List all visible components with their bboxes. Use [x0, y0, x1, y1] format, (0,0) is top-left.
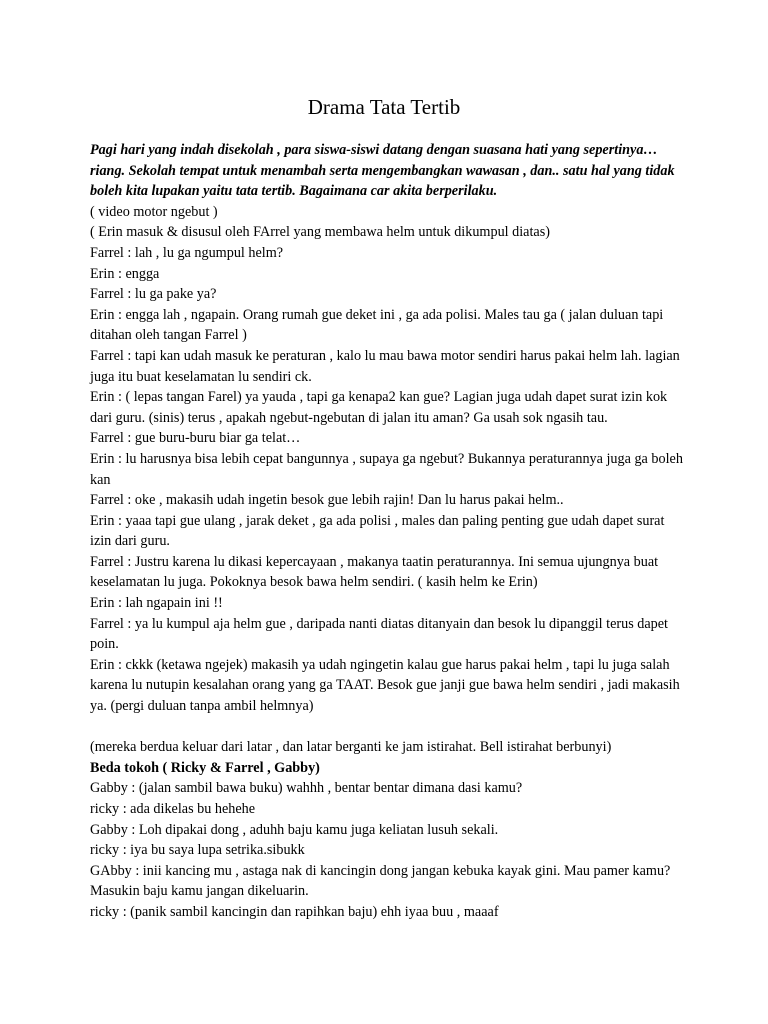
script-line: ricky : (panik sambil kancingin dan rapihkan baju) ehh iyaa buu , maaaf	[90, 903, 499, 920]
script-line: Erin : engga lah , ngapain. Orang rumah gue deket ini , ga ada polisi. Males tau ga ( jalan duluan tapi ditahan oleh tangan Farrel )	[90, 306, 664, 344]
script-line: Farrel : tapi kan udah masuk ke peraturan , kalo lu mau bawa motor sendiri harus pakai helm lah. lagian juga itu buat keselamatan lu sendiri ck.	[90, 347, 680, 385]
script-line: GAbby : inii kancing mu , astaga nak di kancingin dong jangan kebuka kayak gini. Mau pamer kamu? Masukin baju kamu jangan dikeluarin.	[90, 862, 671, 900]
script-line: Erin : engga	[90, 265, 160, 282]
document-body	[90, 140, 685, 923]
script-line: Erin : ( lepas tangan Farel) ya yauda , tapi ga kenapa2 kan gue? Lagian juga udah dapet surat izin kok dari guru. (sinis) terus , apakah ngebut-ngebutan di jalan itu aman? Ga usah sok ngasih tau.	[90, 389, 668, 426]
scene-note: (mereka berdua keluar dari latar , dan latar berganti ke jam istirahat. Bell istirahat berbunyi)	[90, 739, 612, 756]
script-line: ( Erin masuk & disusul oleh FArrel yang membawa helm untuk dikumpul diatas)	[90, 224, 550, 241]
blank-line	[90, 717, 685, 738]
script-line: Farrel : oke , makasih udah ingetin besok gue lebih rajin! Dan lu harus pakai helm..	[90, 492, 564, 509]
cast-heading: Beda tokoh ( Ricky & Farrel , Gabby)	[90, 759, 320, 776]
script-line: Erin : yaaa tapi gue ulang , jarak deket , ga ada polisi , males dan paling penting gue udah dapet surat izin dari guru.	[90, 512, 665, 550]
script-line: Erin : ckkk (ketawa ngejek) makasih ya udah ngingetin kalau gue harus pakai helm , tapi lu juga salah karena lu nutupin kesalahan orang yang ga TAAT. Besok gue janji gue bawa helm sendiri , jadi makasih ya. (pergi duluan tanpa ambil helmnya)	[90, 656, 680, 715]
script-line: Gabby : (jalan sambil bawa buku) wahhh , bentar bentar dimana dasi kamu?	[90, 780, 523, 797]
script-line: ricky : iya bu saya lupa setrika.sibukk	[90, 842, 305, 859]
script-line: ( video motor ngebut )	[90, 203, 218, 220]
script-line: Erin : lah ngapain ini !!	[90, 595, 223, 612]
script-line: Farrel : ya lu kumpul aja helm gue , daripada nanti diatas ditanyain dan besok lu dipanggil terus dapet poin.	[90, 615, 668, 653]
script-line: Farrel : gue buru-buru biar ga telat…	[90, 430, 301, 447]
script-line: Erin : lu harusnya bisa lebih cepat bangunnya , supaya ga ngebut? Bukannya peraturannya juga ga boleh kan	[90, 450, 683, 488]
script-line: Farrel : lah , lu ga ngumpul helm?	[90, 244, 284, 261]
script-line: Gabby : Loh dipakai dong , aduhh baju kamu juga keliatan lusuh sekali.	[90, 821, 499, 838]
document-title: Drama Tata Tertib	[307, 95, 461, 119]
script-line: ricky : ada dikelas bu hehehe	[90, 801, 256, 817]
script-line: Farrel : lu ga pake ya?	[90, 286, 217, 303]
intro-paragraph: Pagi hari yang indah disekolah , para siswa-siswi datang dengan suasana hati yang sepertinya…riang. Sekolah tempat untuk menambah serta mengembangkan wawasan , dan.. satu hal yang tidak boleh kita lupakan yaitu tata tertib. Bagaimana car akita berperilaku.	[90, 142, 675, 200]
script-line: Farrel : Justru karena lu dikasi kepercayaan , makanya taatin peraturannya. Ini semua ujungnya buat keselamatan lu juga. Pokoknya besok bawa helm sendiri. ( kasih helm ke Erin)	[90, 553, 659, 591]
